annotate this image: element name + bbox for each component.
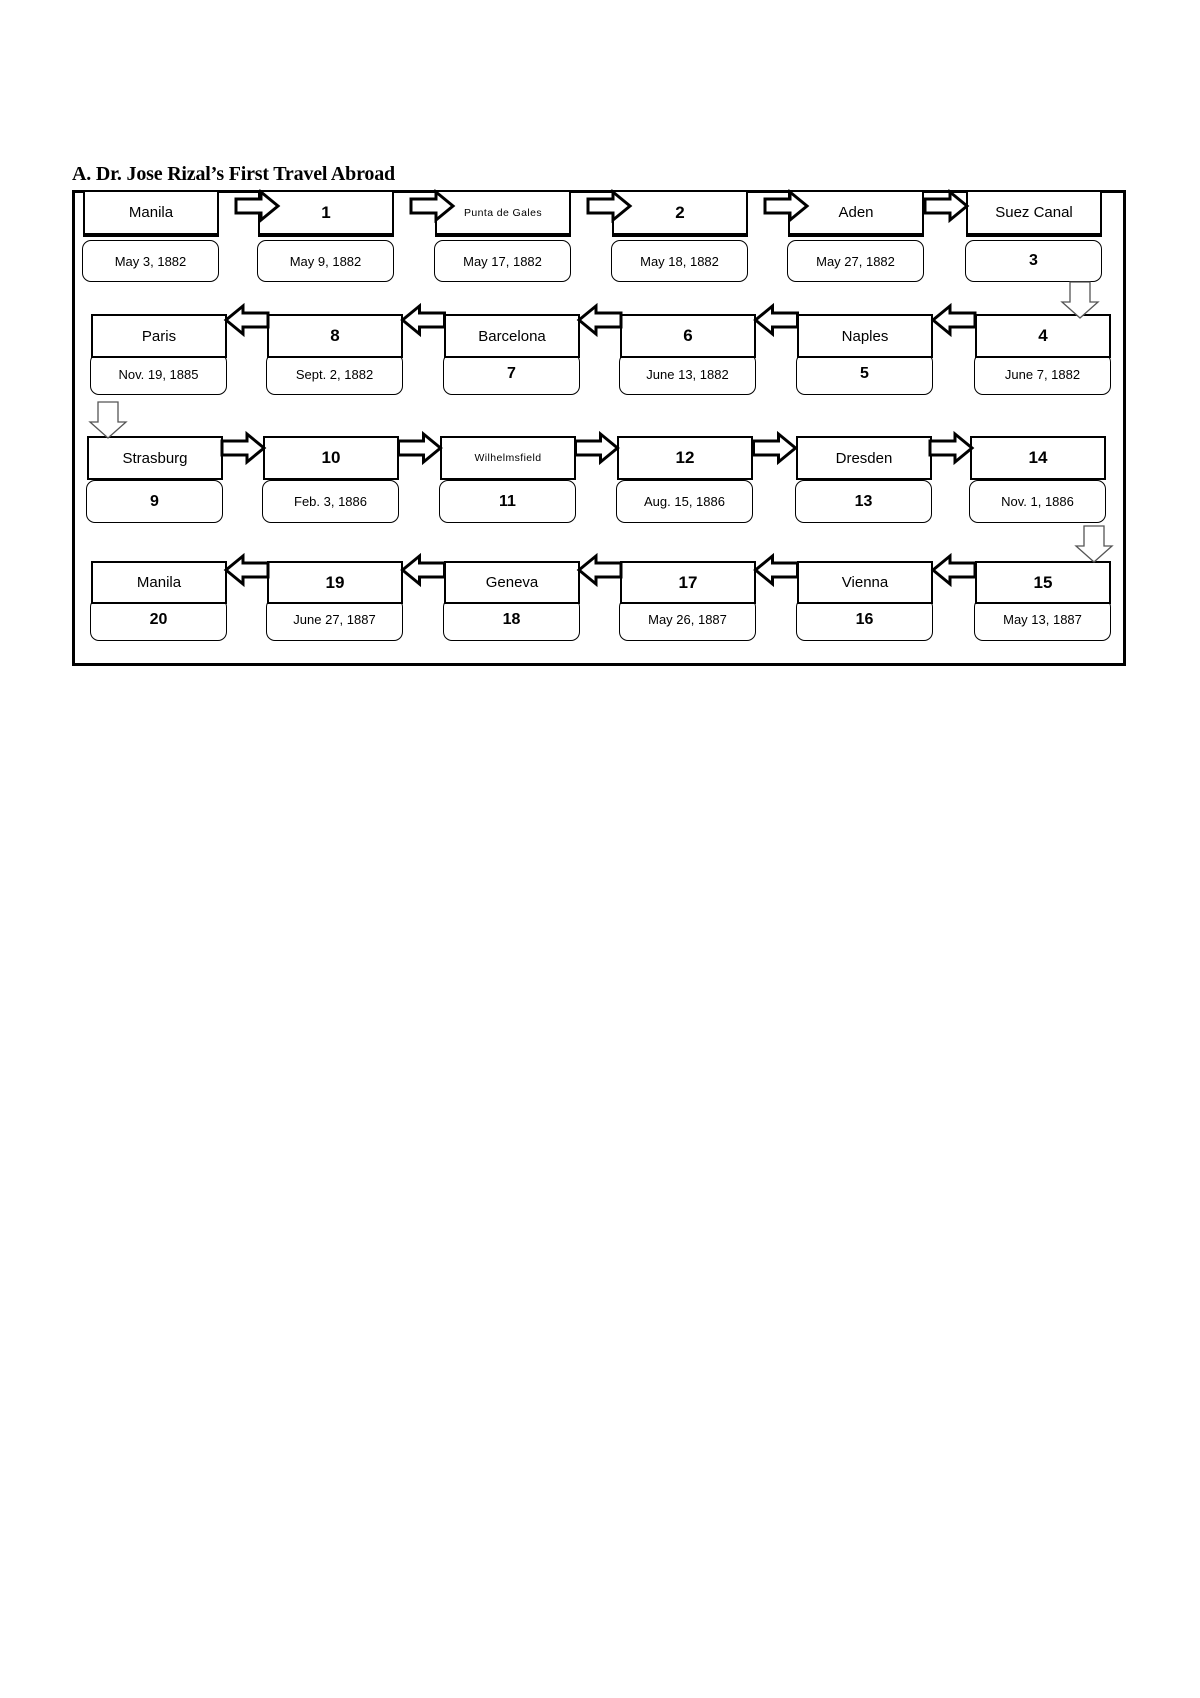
- stop-place: Barcelona: [444, 314, 580, 358]
- stop-number: 6: [620, 314, 756, 358]
- stop-date: May 9, 1882: [257, 240, 394, 282]
- stop-number: 17: [620, 561, 756, 604]
- stop-number: 13: [795, 480, 932, 523]
- stop-place: Manila: [91, 561, 227, 604]
- stop-date: May 18, 1882: [611, 240, 748, 282]
- stop-place: Wilhelmsfield: [440, 436, 576, 480]
- stop-number: 1: [258, 190, 394, 237]
- stop-date: May 17, 1882: [434, 240, 571, 282]
- stop-date: Nov. 1, 1886: [969, 480, 1106, 523]
- stop-number: 15: [975, 561, 1111, 604]
- stop-number: 2: [612, 190, 748, 237]
- stop-number: 16: [796, 598, 933, 641]
- stop-place: Strasburg: [87, 436, 223, 480]
- stop-number: 7: [443, 353, 580, 395]
- stop-date: Sept. 2, 1882: [266, 353, 403, 395]
- stop-number: 3: [965, 240, 1102, 282]
- stop-date: June 13, 1882: [619, 353, 756, 395]
- stop-date: June 27, 1887: [266, 598, 403, 641]
- stop-place: Manila: [83, 190, 219, 237]
- stop-place: Suez Canal: [966, 190, 1102, 237]
- stop-number: 12: [617, 436, 753, 480]
- stop-date: May 26, 1887: [619, 598, 756, 641]
- stop-place: Aden: [788, 190, 924, 237]
- stop-date: Feb. 3, 1886: [262, 480, 399, 523]
- stop-number: 11: [439, 480, 576, 523]
- stop-date: May 27, 1882: [787, 240, 924, 282]
- stop-place: Naples: [797, 314, 933, 358]
- stop-place: Geneva: [444, 561, 580, 604]
- stop-date: Aug. 15, 1886: [616, 480, 753, 523]
- stop-place: Dresden: [796, 436, 932, 480]
- stop-number: 9: [86, 480, 223, 523]
- stop-number: 4: [975, 314, 1111, 358]
- stop-number: 18: [443, 598, 580, 641]
- stop-date: June 7, 1882: [974, 353, 1111, 395]
- stop-number: 19: [267, 561, 403, 604]
- stop-place: Paris: [91, 314, 227, 358]
- stop-number: 20: [90, 598, 227, 641]
- stop-number: 8: [267, 314, 403, 358]
- stop-number: 14: [970, 436, 1106, 480]
- stop-place: Vienna: [797, 561, 933, 604]
- page-title: A. Dr. Jose Rizal’s First Travel Abroad: [72, 163, 395, 185]
- stop-place: Punta de Gales: [435, 190, 571, 237]
- stop-date: May 3, 1882: [82, 240, 219, 282]
- stop-date: Nov. 19, 1885: [90, 353, 227, 395]
- stop-number: 10: [263, 436, 399, 480]
- stop-date: May 13, 1887: [974, 598, 1111, 641]
- stop-number: 5: [796, 353, 933, 395]
